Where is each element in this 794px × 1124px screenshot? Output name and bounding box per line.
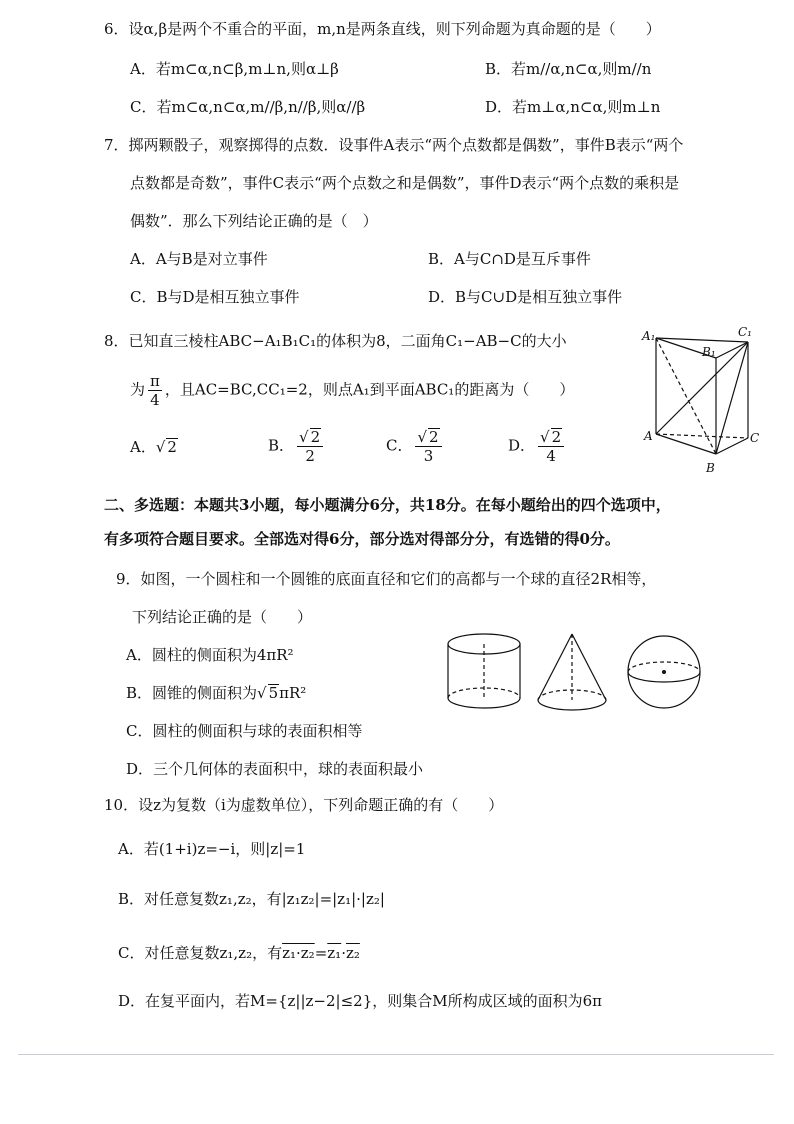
q8-line2-prefix: 为 xyxy=(130,380,146,399)
edge-bc xyxy=(716,438,748,454)
q8-option-b-label: B． xyxy=(268,436,295,455)
q7-line2: 点数都是奇数”，事件C表示“两个点数之和是偶数”，事件D表示“两个点数的乘积是 xyxy=(130,174,680,192)
section2-line1: 二、多选题：本题共3小题，每小题满分6分，共18分。在每小题给出的四个选项中， xyxy=(104,496,671,514)
sphere-center-dot xyxy=(662,670,666,674)
q9-line1: 9．如图，一个圆柱和一个圆锥的底面直径和它们的高都与一个球的直径2R相等， xyxy=(116,570,657,588)
sqrt-symbol: √ xyxy=(155,438,166,456)
q7-option-d: D．B与C∪D是相互独立事件 xyxy=(428,288,623,306)
q8-option-a-radicand: 2 xyxy=(167,438,177,456)
q9-option-b-prefix: B．圆锥的侧面积为 xyxy=(126,684,258,702)
solids-figure xyxy=(440,628,710,748)
q9-option-b-radicand: 5 xyxy=(268,684,279,702)
q8-option-c xyxy=(386,428,445,465)
q10-option-c-prefix: C．对任意复数z₁,z₂，有 xyxy=(118,944,283,962)
label-c1: C₁ xyxy=(738,325,752,339)
q6-option-d: D．若m⊥α,n⊂α,则m⊥n xyxy=(485,98,661,116)
q7-line3: 偶数”．那么下列结论正确的是（ ） xyxy=(130,212,378,230)
q8-option-b-den: 2 xyxy=(305,447,315,465)
page-edge-divider xyxy=(18,1054,774,1055)
q7-option-a: A．A与B是对立事件 xyxy=(130,250,268,268)
q10-option-c xyxy=(118,942,360,964)
q9-option-b-suffix: πR² xyxy=(279,684,307,702)
q8-option-d xyxy=(508,428,567,465)
q8-option-b-num: √ 2 xyxy=(297,428,323,447)
section2-line2: 有多项符合题目要求。全部选对得6分，部分选对得部分分，有选错的得0分。 xyxy=(104,530,620,548)
q8-option-d-frac xyxy=(538,428,564,465)
q10-option-c-rhs2: z₂ xyxy=(345,944,360,962)
cylinder-shape xyxy=(448,634,520,708)
q8-frac-den: 4 xyxy=(150,391,160,409)
label-c: C xyxy=(750,431,760,445)
q8-fraction xyxy=(148,372,162,409)
sqrt-symbol: √ xyxy=(257,684,267,702)
q10-stem: 10．设z为复数（i为虚数单位），下列命题正确的有（ ） xyxy=(104,796,504,814)
q8-option-d-label: D． xyxy=(508,436,536,455)
q8-option-b-frac xyxy=(297,428,323,465)
label-b1: B₁ xyxy=(702,345,716,359)
q8-option-a-label: A． xyxy=(130,438,156,456)
label-a1: A₁ xyxy=(642,329,656,343)
q10-option-c-rhs1: z₁ xyxy=(327,944,342,962)
q9-option-d: D．三个几何体的表面积中，球的表面积最小 xyxy=(126,760,424,778)
q8-frac-num: π xyxy=(150,372,160,390)
q8-line1: 8．已知直三棱柱ABC−A₁B₁C₁的体积为8，二面角C₁−AB−C的大小 xyxy=(104,332,567,350)
q10-option-c-lhs: z₁·z₂ xyxy=(282,944,315,962)
q6-option-c: C．若m⊂α,n⊂α,m//β,n//β,则α//β xyxy=(130,98,366,116)
q6-option-b: B．若m//α,n⊂α,则m//n xyxy=(485,60,652,78)
q9-option-a: A．圆柱的侧面积为4πR² xyxy=(126,646,294,664)
q9-option-c: C．圆柱的侧面积与球的表面积相等 xyxy=(126,722,363,740)
q10-option-c-dot: · xyxy=(341,944,346,962)
q8-option-c-frac xyxy=(415,428,441,465)
q8-option-d-radicand: 2 xyxy=(551,428,562,446)
prism-figure xyxy=(640,322,760,482)
q10-option-d: D．在复平面内，若M={z||z−2|≤2}，则集合M所构成区域的面积为6π xyxy=(118,992,602,1010)
edge-b1c1 xyxy=(716,342,748,358)
q8-option-c-radicand: 2 xyxy=(429,428,439,446)
q8-line2-suffix: ，且AC=BC,CC₁=2，则点A₁到平面ABC₁的距离为（ ） xyxy=(164,380,575,399)
label-b: B xyxy=(706,461,715,475)
edge-ab xyxy=(656,434,716,454)
q10-option-b: B．对任意复数z₁,z₂，有|z₁z₂|=|z₁|·|z₂| xyxy=(118,890,385,908)
q7-option-c: C．B与D是相互独立事件 xyxy=(130,288,300,306)
label-a: A xyxy=(644,429,653,443)
q7-line1: 7．掷两颗骰子，观察掷得的点数．设事件A表示“两个点数都是偶数”，事件B表示“两个 xyxy=(104,136,684,154)
q8-option-d-den: 4 xyxy=(546,447,556,465)
q10-option-c-equals: = xyxy=(314,944,328,962)
q8-option-b xyxy=(268,428,326,465)
cone-shape xyxy=(538,634,606,710)
q8-option-d-num: √ 2 xyxy=(538,428,564,447)
q9-option-b xyxy=(126,682,306,704)
q8-option-c-label: C． xyxy=(386,436,413,455)
q8-option-c-num: √ 2 xyxy=(415,428,441,447)
edge-a1c1 xyxy=(656,338,748,342)
q10-option-a: A．若(1+i)z=−i，则|z|=1 xyxy=(118,840,306,858)
q8-line2 xyxy=(130,372,574,409)
q8-option-b-radicand: 2 xyxy=(310,428,321,446)
q6-option-a: A．若m⊂α,n⊂β,m⊥n,则α⊥β xyxy=(130,60,339,78)
q7-option-b: B．A与C∩D是互斥事件 xyxy=(428,250,591,268)
q8-option-c-den: 3 xyxy=(423,447,434,465)
q6-stem: 6．设α,β是两个不重合的平面，m,n是两条直线，则下列命题为真命题的是（ ） xyxy=(104,20,661,38)
q9-line2: 下列结论正确的是（ ） xyxy=(132,608,313,626)
q8-option-a xyxy=(130,436,178,458)
edge-ac-hidden xyxy=(656,434,748,438)
